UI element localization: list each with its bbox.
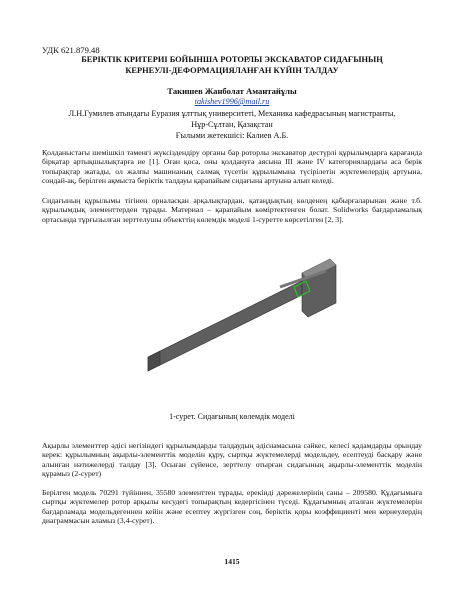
figure-1-caption: 1-сурет. Сидағының көлемдік моделі xyxy=(169,412,295,421)
udk-code: УДК 621.879.48 xyxy=(42,45,100,55)
paragraph-3: Ақырлы элементтер әдісі негізіндегі құрылымдарды талдаудың әдіснамасына сәйкес, келесі қадамдарды орындау керек: құрылымның ақырлы-элементтік моделін құру, сыртқы жүктемелерді модельдеу, есептеуді басқару және алынған нәтижелерді талдау [3]. Осыған сүйенсе, зерттелу отырған сидағының ақырлы-элементтік моделін құрамыз (2-сурет) xyxy=(42,441,422,479)
supervisor-line: Ғылыми жетекшісі: Калиев А.Б. xyxy=(175,131,289,140)
page-number: 1415 xyxy=(224,557,240,566)
trough-front-wall xyxy=(148,281,302,371)
paper-title-line-1: БЕРІКТІК КРИТЕРИІ БОЙЫНША РОТОРЛЫ ЭКСКАВАТОР СИДАҒЫНЫҢ xyxy=(81,55,383,64)
author-email-link[interactable]: takishev1996@mail.ru xyxy=(194,97,270,106)
paragraph-2: Сидағының құрылымы тігінен орналасқан арқалықтардан, қатаңдықтың көлденең қабырғаларынан және т.б. құрылымдық элементтерден тұрады. Материал – қарапайым көміртектенген болат. Solidworks бағдарламалық ортасында тұрғызылған зерттелушы объекттің көлемдік моделі 1-суретте көрсетілген [2, 3]. xyxy=(42,196,422,224)
paper-title-line-2: КЕРНЕУЛІ-ДЕФОРМАЦИЯЛАНҒАН КҮЙІН ТАЛДАУ xyxy=(125,66,339,75)
paragraph-1: Қолданыстағы шемішкіл тәменгі жүксіздендіру органы бар роторлы экскаватор дестүрлі құрылымдарға қарағанда бірқатар артықшылықтарға ие [1]. Оған қоса, оны қолдануға аясына III және IV категориялардағы аса берік топырақтар жатады, ол жалпы машинаның салмақ түсетін құрылымына түсірілетін жүктемелердің артуына, сондай-ақ, берілген ақмыста беріктік талдауы қарапайым сидағына артуына алып келеді. xyxy=(42,148,422,186)
author-name: Такишев Жанболат Амантайұлы xyxy=(167,86,297,96)
trough-end-cap xyxy=(148,351,160,371)
affiliation-line-1: Л.Н.Гумилев атындағы Еуразия ұлттық университеті, Механика кафедрасының магистранты, xyxy=(68,109,396,118)
paragraph-4: Берілген модель 70291 түйіннен, 35580 элементтен тұрады, ерекінді дәрежелерінің саны – 209580. Құдағымыға сыртқы жүктемелер ротор арқылы кесудегі топырақтың кедергісінен түседі. Құдағымның аталған жүктемелерін бағдарламада модельдегеннен кейін және есептеу жүргізген соң, беріктік қоры коэффициенті мен кернеулердің диаграммасын аламыз (3,4-сурет). xyxy=(42,488,422,526)
trough-3d-model-image xyxy=(130,243,340,403)
affiliation-line-2: Нұр-Сұлтан, Қазақстан xyxy=(191,120,273,129)
figure-1-3d-model xyxy=(130,243,340,403)
